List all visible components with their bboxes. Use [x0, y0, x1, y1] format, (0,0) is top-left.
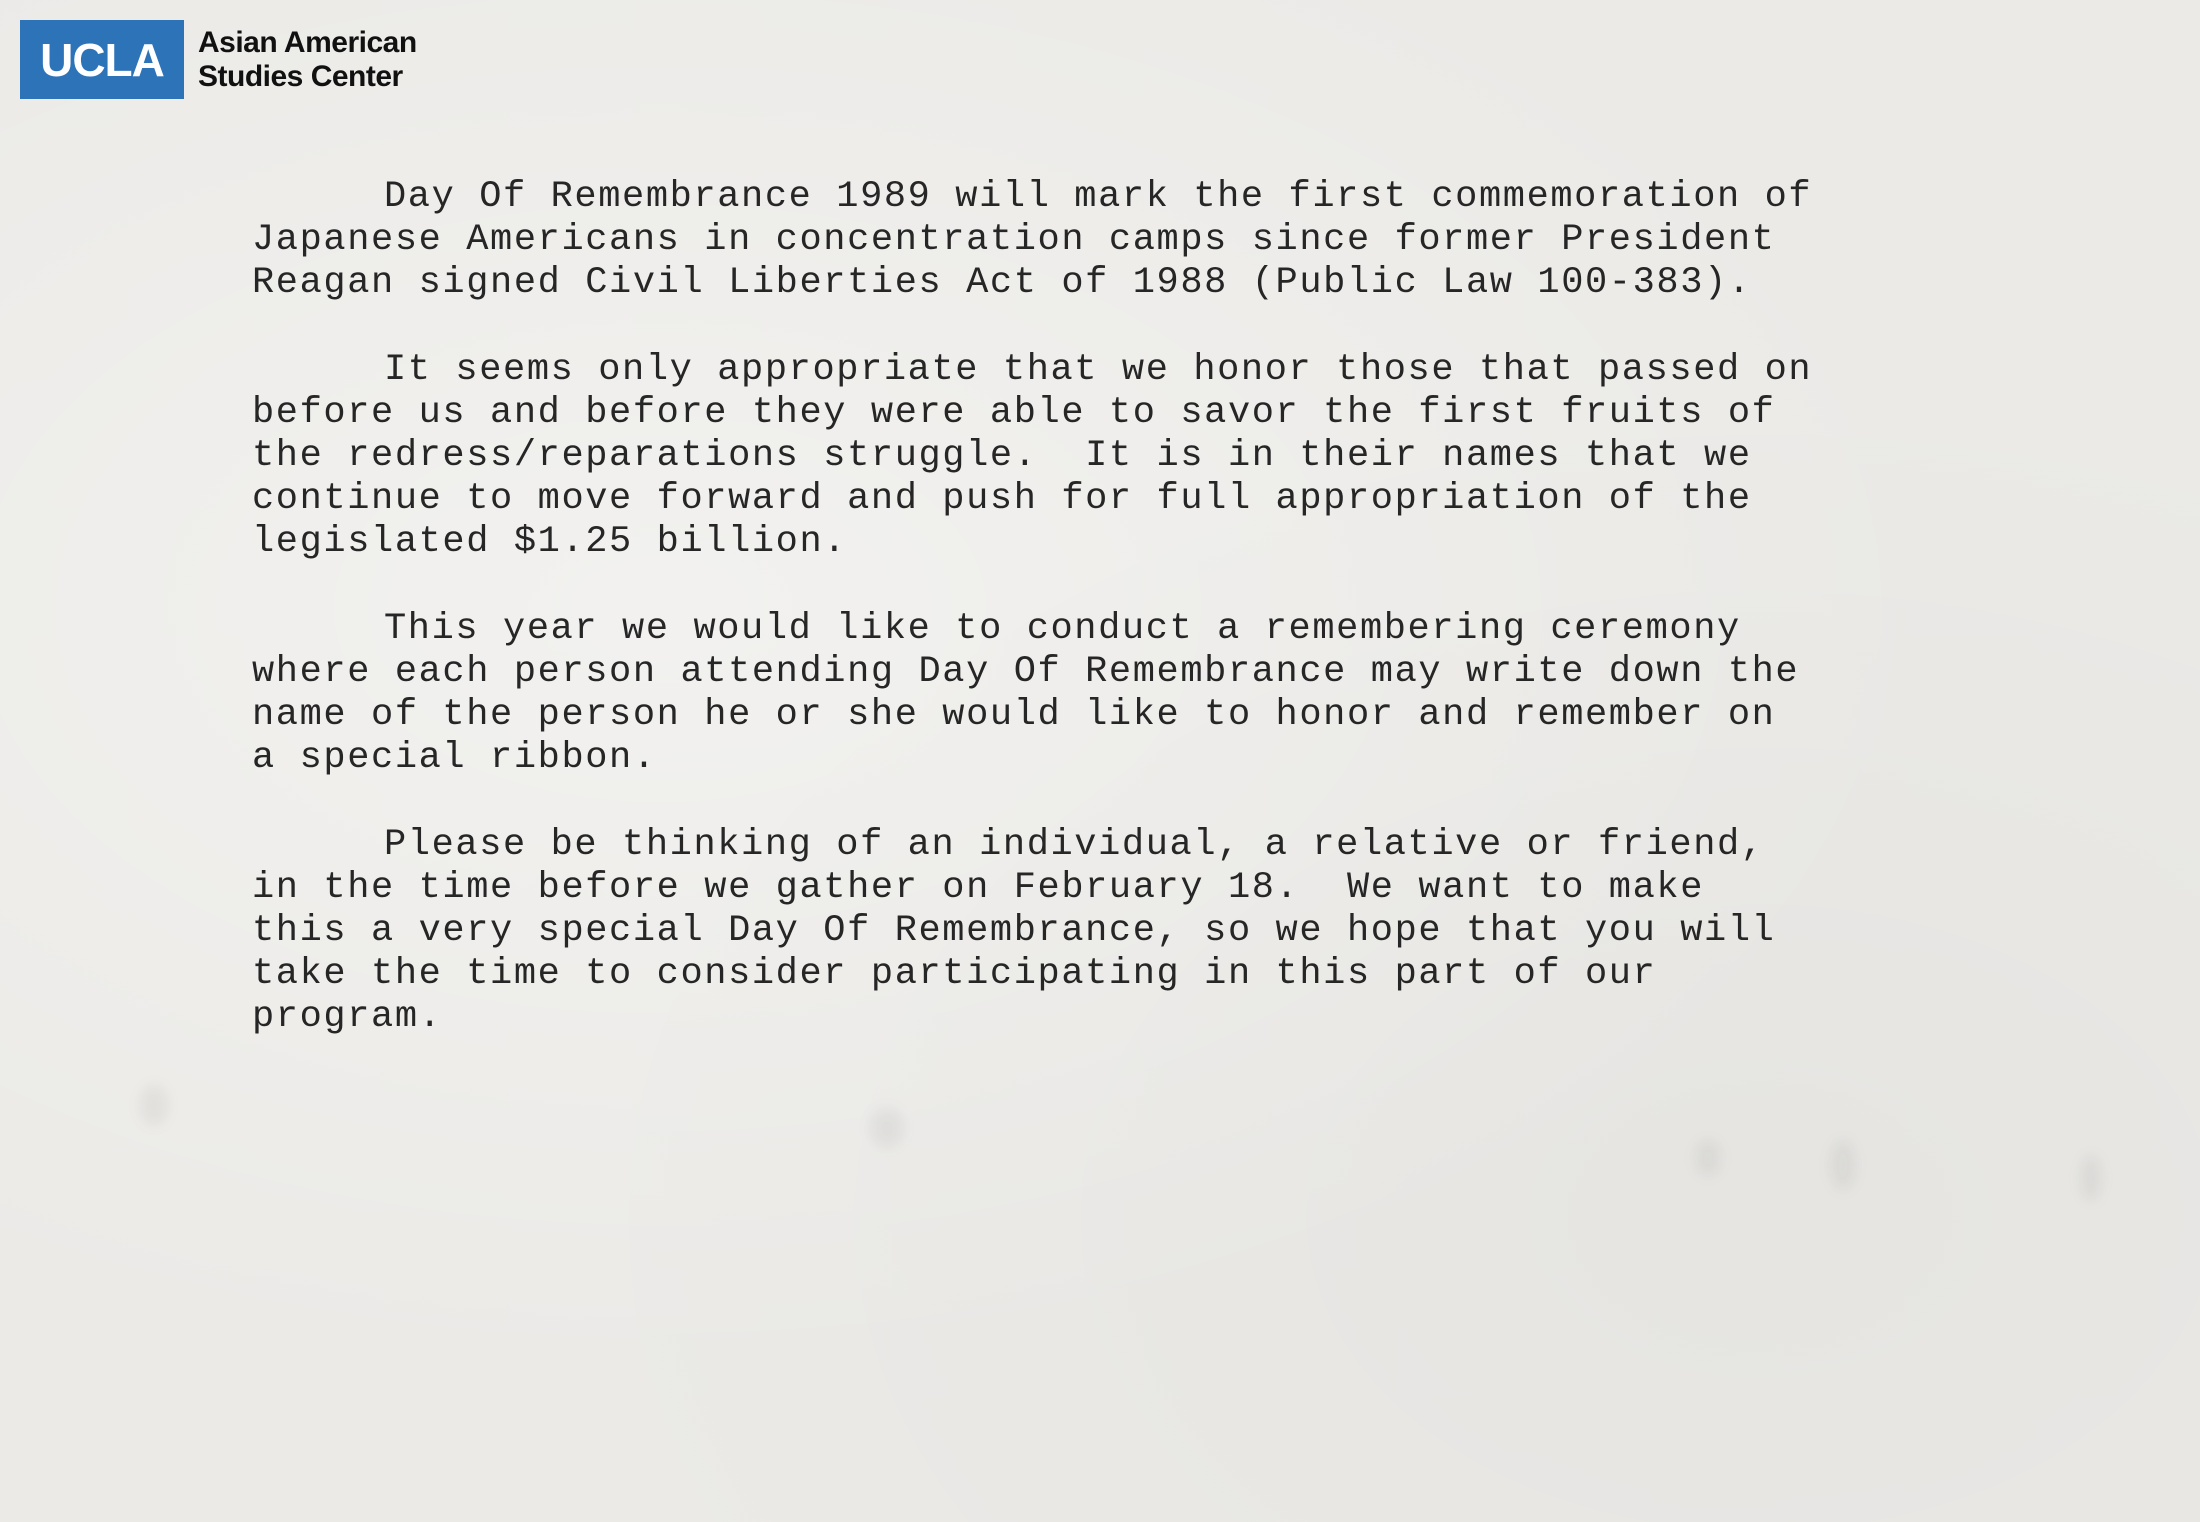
- paragraph-2: [252, 349, 2012, 564]
- toner-smudge: [140, 1085, 168, 1125]
- text-line: This year we would like to conduct a remembering ceremony: [384, 608, 1741, 650]
- text-line: Reagan signed Civil Liberties Act of 1988 (Public Law 100-383).: [252, 262, 1752, 304]
- text-line: Please be thinking of an individual, a relative or friend,: [384, 824, 1765, 866]
- text-line: this a very special Day Of Remembrance, so we hope that you will: [252, 910, 1776, 952]
- paragraph-1: [252, 176, 2012, 305]
- text-line: a special ribbon.: [252, 737, 657, 779]
- text-line: in the time before we gather on February 18. We want to make: [252, 867, 1705, 909]
- text-line: legislated $1.25 billion.: [252, 521, 848, 563]
- text-line: before us and before they were able to savor the first fruits of: [252, 392, 1776, 434]
- ucla-aasc-logo: [20, 20, 417, 99]
- text-line: take the time to consider participating in this part of our: [252, 953, 1657, 995]
- text-line: the redress/reparations struggle. It is in their names that we: [252, 435, 1752, 477]
- paragraph-4: [252, 824, 2012, 1039]
- text-line: where each person attending Day Of Remembrance may write down the: [252, 651, 1800, 693]
- text-line: Day Of Remembrance 1989 will mark the first commemoration of: [384, 176, 1813, 218]
- text-line: Japanese Americans in concentration camps since former President: [252, 219, 1776, 261]
- center-name-line-2: Studies Center: [198, 59, 403, 93]
- toner-smudge: [870, 1108, 904, 1148]
- center-name: [198, 26, 417, 94]
- ucla-logo-mark: UCLA: [20, 20, 184, 99]
- toner-smudge: [2080, 1155, 2102, 1201]
- letter-body: [252, 176, 2012, 1083]
- center-name-line-1: Asian American: [198, 25, 417, 59]
- text-line: program.: [252, 996, 443, 1038]
- paragraph-3: [252, 608, 2012, 780]
- text-line: It seems only appropriate that we honor those that passed on: [384, 349, 1813, 391]
- toner-smudge: [1830, 1140, 1856, 1190]
- text-line: continue to move forward and push for full appropriation of the: [252, 478, 1752, 520]
- text-line: name of the person he or she would like to honor and remember on: [252, 694, 1776, 736]
- toner-smudge: [1695, 1140, 1721, 1176]
